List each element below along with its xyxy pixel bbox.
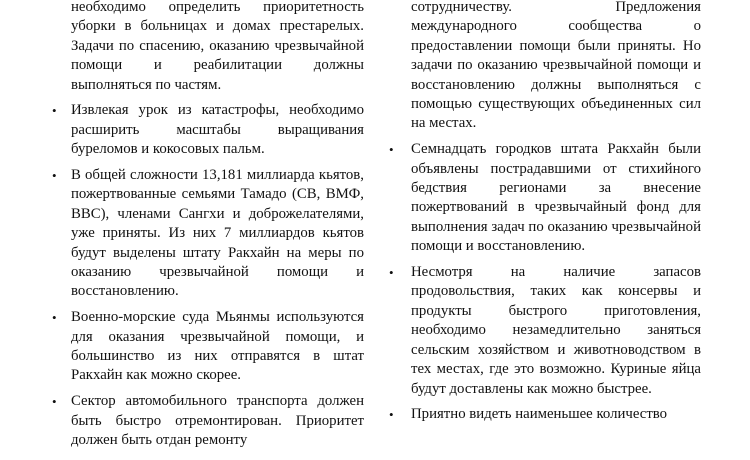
bullet-list (389, 140, 701, 424)
bullet-icon: • (389, 265, 394, 281)
list-item (52, 166, 364, 302)
left-column (52, 0, 364, 451)
list-item-text: Приятно видеть наименьшее количество (411, 406, 668, 423)
list-item-text: Несмотря на наличие запасов продовольствия, таких как консервы и продукты быстрого приготовления, необходимо незамедлительно заняться сельским хозяйством и животноводством в тех местах, где это возможно. Куриные яйца будут доставлены как можно быстрее. (411, 264, 701, 397)
bullet-icon: • (52, 310, 57, 326)
list-item-text: Семнадцать городков штата Ракхайн были объявлены пострадавшими от стихийного бедствия регионами за внесение пожертвований в чрезвычайный фонд для выполнения задач по оказанию чрезвычайной помощи и восстановлению. (411, 141, 701, 255)
list-item (52, 101, 364, 159)
list-item (52, 308, 364, 386)
bullet-icon: • (52, 168, 57, 184)
bullet-icon: • (52, 394, 57, 410)
list-item-text: Извлекая урок из катастрофы, необходимо расширить масштабы выращивания буреломов и кокосовых пальм. (71, 102, 364, 158)
list-item (389, 263, 701, 399)
list-item-text: В общей сложности 13,181 миллиарда кьятов, пожертвованные семьями Тамадо (CB, ВМФ, BBC), членами Сангхи и доброжелателями, уже приняты. Из них 7 миллиардов кьятов будут выделены штату Ракхайн на меры по оказанию чрезвычайной помощи и восстановлению. (71, 167, 364, 300)
continued-paragraph: необходимо определить приоритетность уборки в больницах и домах престарелых. Задачи по спасению, оказанию чрезвычайной помощи и реабилитации должны выполняться по частям. (71, 0, 364, 93)
list-item-text: Сектор автомобильного транспорта должен быть быстро отремонтирован. Приоритет должен быть отдан ремонту (71, 393, 364, 449)
right-column (389, 0, 701, 425)
list-item (52, 392, 364, 450)
list-item-text: Военно-морские суда Мьянмы используются для оказания чрезвычайной помощи, и большинство из них отправятся в штат Ракхайн как можно скорее. (71, 309, 364, 384)
bullet-icon: • (389, 142, 394, 158)
bullet-icon: • (52, 103, 57, 119)
list-item (389, 140, 701, 256)
bullet-list (52, 101, 364, 450)
bullet-icon: • (389, 407, 394, 423)
continued-paragraph: сотрудничеству. Предложения международного сообщества о предоставлении помощи были приняты. Но задачи по оказанию чрезвычайной помощи и восстановлению должны выполняться с помощью существующих объединенных сил на местах. (411, 0, 701, 132)
list-item (389, 405, 701, 424)
